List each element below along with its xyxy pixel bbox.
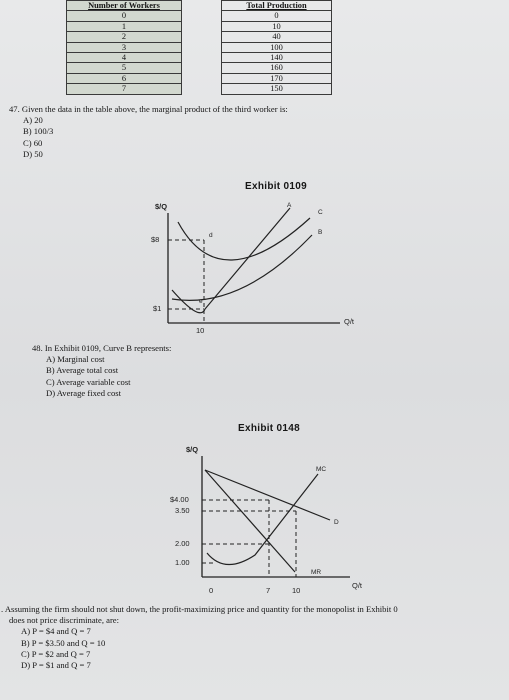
x-axis-label: Q/t <box>344 317 355 326</box>
production-cell: 40 <box>222 32 332 42</box>
exhibit-0148-title: Exhibit 0148 <box>238 423 300 434</box>
y-tick-3-50: 3.50 <box>175 506 190 515</box>
y-tick-2-00: 2.00 <box>175 539 190 548</box>
production-cell: 0 <box>222 11 332 21</box>
point-label-e: e <box>199 298 203 305</box>
workers-cell: 1 <box>67 21 182 31</box>
question-49-stem-line2: does not price discriminate, are: <box>9 615 120 626</box>
option-a[interactable]: A) P = $4 and Q = 7 <box>21 626 91 637</box>
question-49-stem-line1: . Assuming the firm should not shut down, the profit-maximizing price and quantity for the monopolist in Exhibit 0 <box>1 604 398 614</box>
option-b[interactable]: B) P = $3.50 and Q = 10 <box>21 637 106 648</box>
header-total-production: Total Production <box>222 1 332 11</box>
workers-cell: 4 <box>67 53 182 63</box>
mr-label: MR <box>311 569 322 576</box>
workers-cell: 6 <box>67 73 182 83</box>
option-a[interactable]: A) 20 <box>23 115 43 126</box>
question-47-stem: 47. Given the data in the table above, the marginal product of the third worker is: <box>9 104 288 114</box>
x-origin-0: 0 <box>209 586 214 595</box>
curve-label-c: C <box>318 209 323 216</box>
workers-cell: 3 <box>67 42 182 52</box>
option-c[interactable]: C) Average variable cost <box>46 376 131 387</box>
workers-cell: 0 <box>67 11 182 21</box>
question-49 <box>1 604 509 671</box>
header-number-of-workers: Number of Workers <box>67 1 182 11</box>
production-cell: 100 <box>222 42 332 52</box>
option-d[interactable]: D) Average fixed cost <box>46 387 122 398</box>
y-tick-4-00: $4.00 <box>170 495 189 504</box>
production-cell: 150 <box>222 84 332 94</box>
y-tick-1: $1 <box>153 304 162 313</box>
x-tick-10: 10 <box>196 326 205 335</box>
workers-cell: 7 <box>67 84 182 94</box>
mc-label: MC <box>316 466 327 473</box>
question-48-stem: 48. In Exhibit 0109, Curve B represents: <box>32 343 172 353</box>
production-cell: 170 <box>222 73 332 83</box>
x-tick-7: 7 <box>266 586 271 595</box>
curve-label-b: B <box>318 229 323 236</box>
workers-cell: 5 <box>67 63 182 73</box>
production-cell: 140 <box>222 53 332 63</box>
curve-label-a: A <box>287 202 292 209</box>
y-axis-label: $/Q <box>155 202 168 211</box>
production-cell: 160 <box>222 63 332 73</box>
demand-curve <box>205 470 330 520</box>
marginal-cost-curve <box>207 474 318 565</box>
point-label-d: d <box>209 232 213 239</box>
workers-cell: 2 <box>67 32 182 42</box>
y-tick-1-00: 1.00 <box>175 558 190 567</box>
x-tick-10: 10 <box>292 586 301 595</box>
option-b[interactable]: B) 100/3 <box>23 126 54 137</box>
option-c[interactable]: C) 60 <box>23 137 43 148</box>
x-axis-label: Q/t <box>352 581 363 590</box>
y-tick-8: $8 <box>151 235 160 244</box>
option-d[interactable]: D) 50 <box>23 148 43 159</box>
option-d[interactable]: D) P = $1 and Q = 7 <box>21 660 91 671</box>
question-49-options <box>1 626 509 671</box>
exhibit-0109-title: Exhibit 0109 <box>245 181 307 192</box>
d-label: D <box>334 519 339 526</box>
option-a[interactable]: A) Marginal cost <box>46 354 105 365</box>
option-b[interactable]: B) Average total cost <box>46 365 119 376</box>
production-cell: 10 <box>222 21 332 31</box>
y-axis-label: $/Q <box>186 445 199 454</box>
option-c[interactable]: C) P = $2 and Q = 7 <box>21 648 91 659</box>
